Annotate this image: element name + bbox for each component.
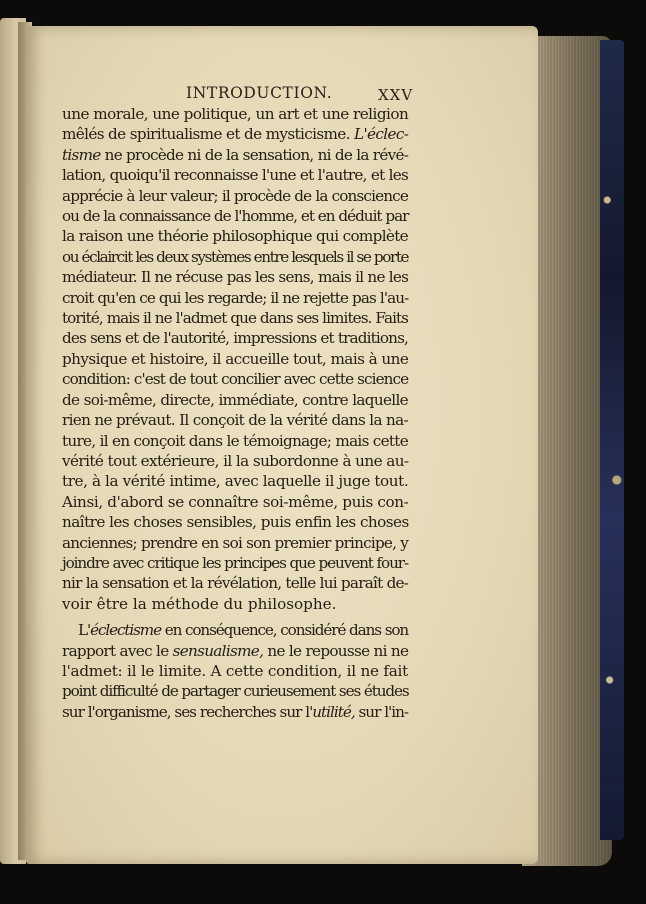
text-line: torité, mais il ne l'admet que dans ses limites. Faits xyxy=(62,309,409,328)
paragraph-start-line: L'éclectisme en conséquence, considéré dans son xyxy=(78,621,409,640)
text-line: rapport avec le sensualisme, ne le repousse ni ne xyxy=(62,641,409,660)
text-line: apprécie à leur valeur; il procède de la conscience xyxy=(62,186,408,205)
text-line: lation, quoiqu'il reconnaisse l'une et l'autre, et les xyxy=(62,166,408,185)
text-line: médiateur. Il ne récuse pas les sens, mais il ne les xyxy=(62,268,409,287)
text-line: l'admet: il le limite. A cette condition, il ne fait xyxy=(62,661,408,680)
text-line: point difficulté de partager curieusement ses études xyxy=(62,682,409,701)
text-line: physique et histoire, il accueille tout, mais à une xyxy=(62,349,409,368)
text-line: tre, à la vérité intime, avec laquelle il juge tout. xyxy=(62,472,409,491)
text-line: vérité tout extérieure, il la subordonne à une au- xyxy=(62,451,409,470)
text-line: Ainsi, d'abord se connaître soi-même, puis con- xyxy=(62,492,409,511)
body-text xyxy=(62,104,408,722)
text-line: nir la sensation et la révélation, telle lui paraît de- xyxy=(62,574,409,593)
marbled-cover xyxy=(600,40,624,840)
text-line: voir être la méthode du philosophe. xyxy=(62,594,337,613)
text-line: une morale, une politique, un art et une religion xyxy=(62,105,409,123)
text-line: condition: c'est de tout concilier avec cette science xyxy=(62,370,409,389)
page-number: XXV xyxy=(378,86,414,104)
text-line: naître les choses sensibles, puis enfin les choses xyxy=(62,513,409,532)
text-line: ou de la connaissance de l'homme, et en déduit par xyxy=(62,207,409,226)
text-line: sur l'organisme, ses recherches sur l'utilité, sur l'in- xyxy=(62,702,408,721)
text-line: des sens et de l'autorité, impressions et traditions, xyxy=(62,329,408,348)
text-line: joindre avec critique les principes que peuvent four- xyxy=(62,553,408,572)
text-line: anciennes; prendre en soi son premier principe, y xyxy=(62,533,409,552)
text-line: de soi-même, directe, immédiate, contre laquelle xyxy=(62,390,408,409)
text-line: la raison une théorie philosophique qui complète xyxy=(62,227,408,246)
text-line: croit qu'en ce qui les regarde; il ne rejette pas l'au- xyxy=(62,288,409,307)
text-line: ture, il en conçoit dans le témoignage; mais cette xyxy=(62,431,408,450)
text-line: ou éclaircit les deux systèmes entre lesquels il se porte xyxy=(62,247,409,266)
text-line: tisme ne procède ni de la sensation, ni de la révé- xyxy=(62,145,409,164)
text-line: mêlés de spiritualisme et de mysticisme. L'éclec- xyxy=(62,125,409,144)
running-head-title: INTRODUCTION. xyxy=(186,84,333,102)
text-line: rien ne prévaut. Il conçoit de la vérité dans la na- xyxy=(62,411,408,430)
running-head xyxy=(0,84,646,106)
